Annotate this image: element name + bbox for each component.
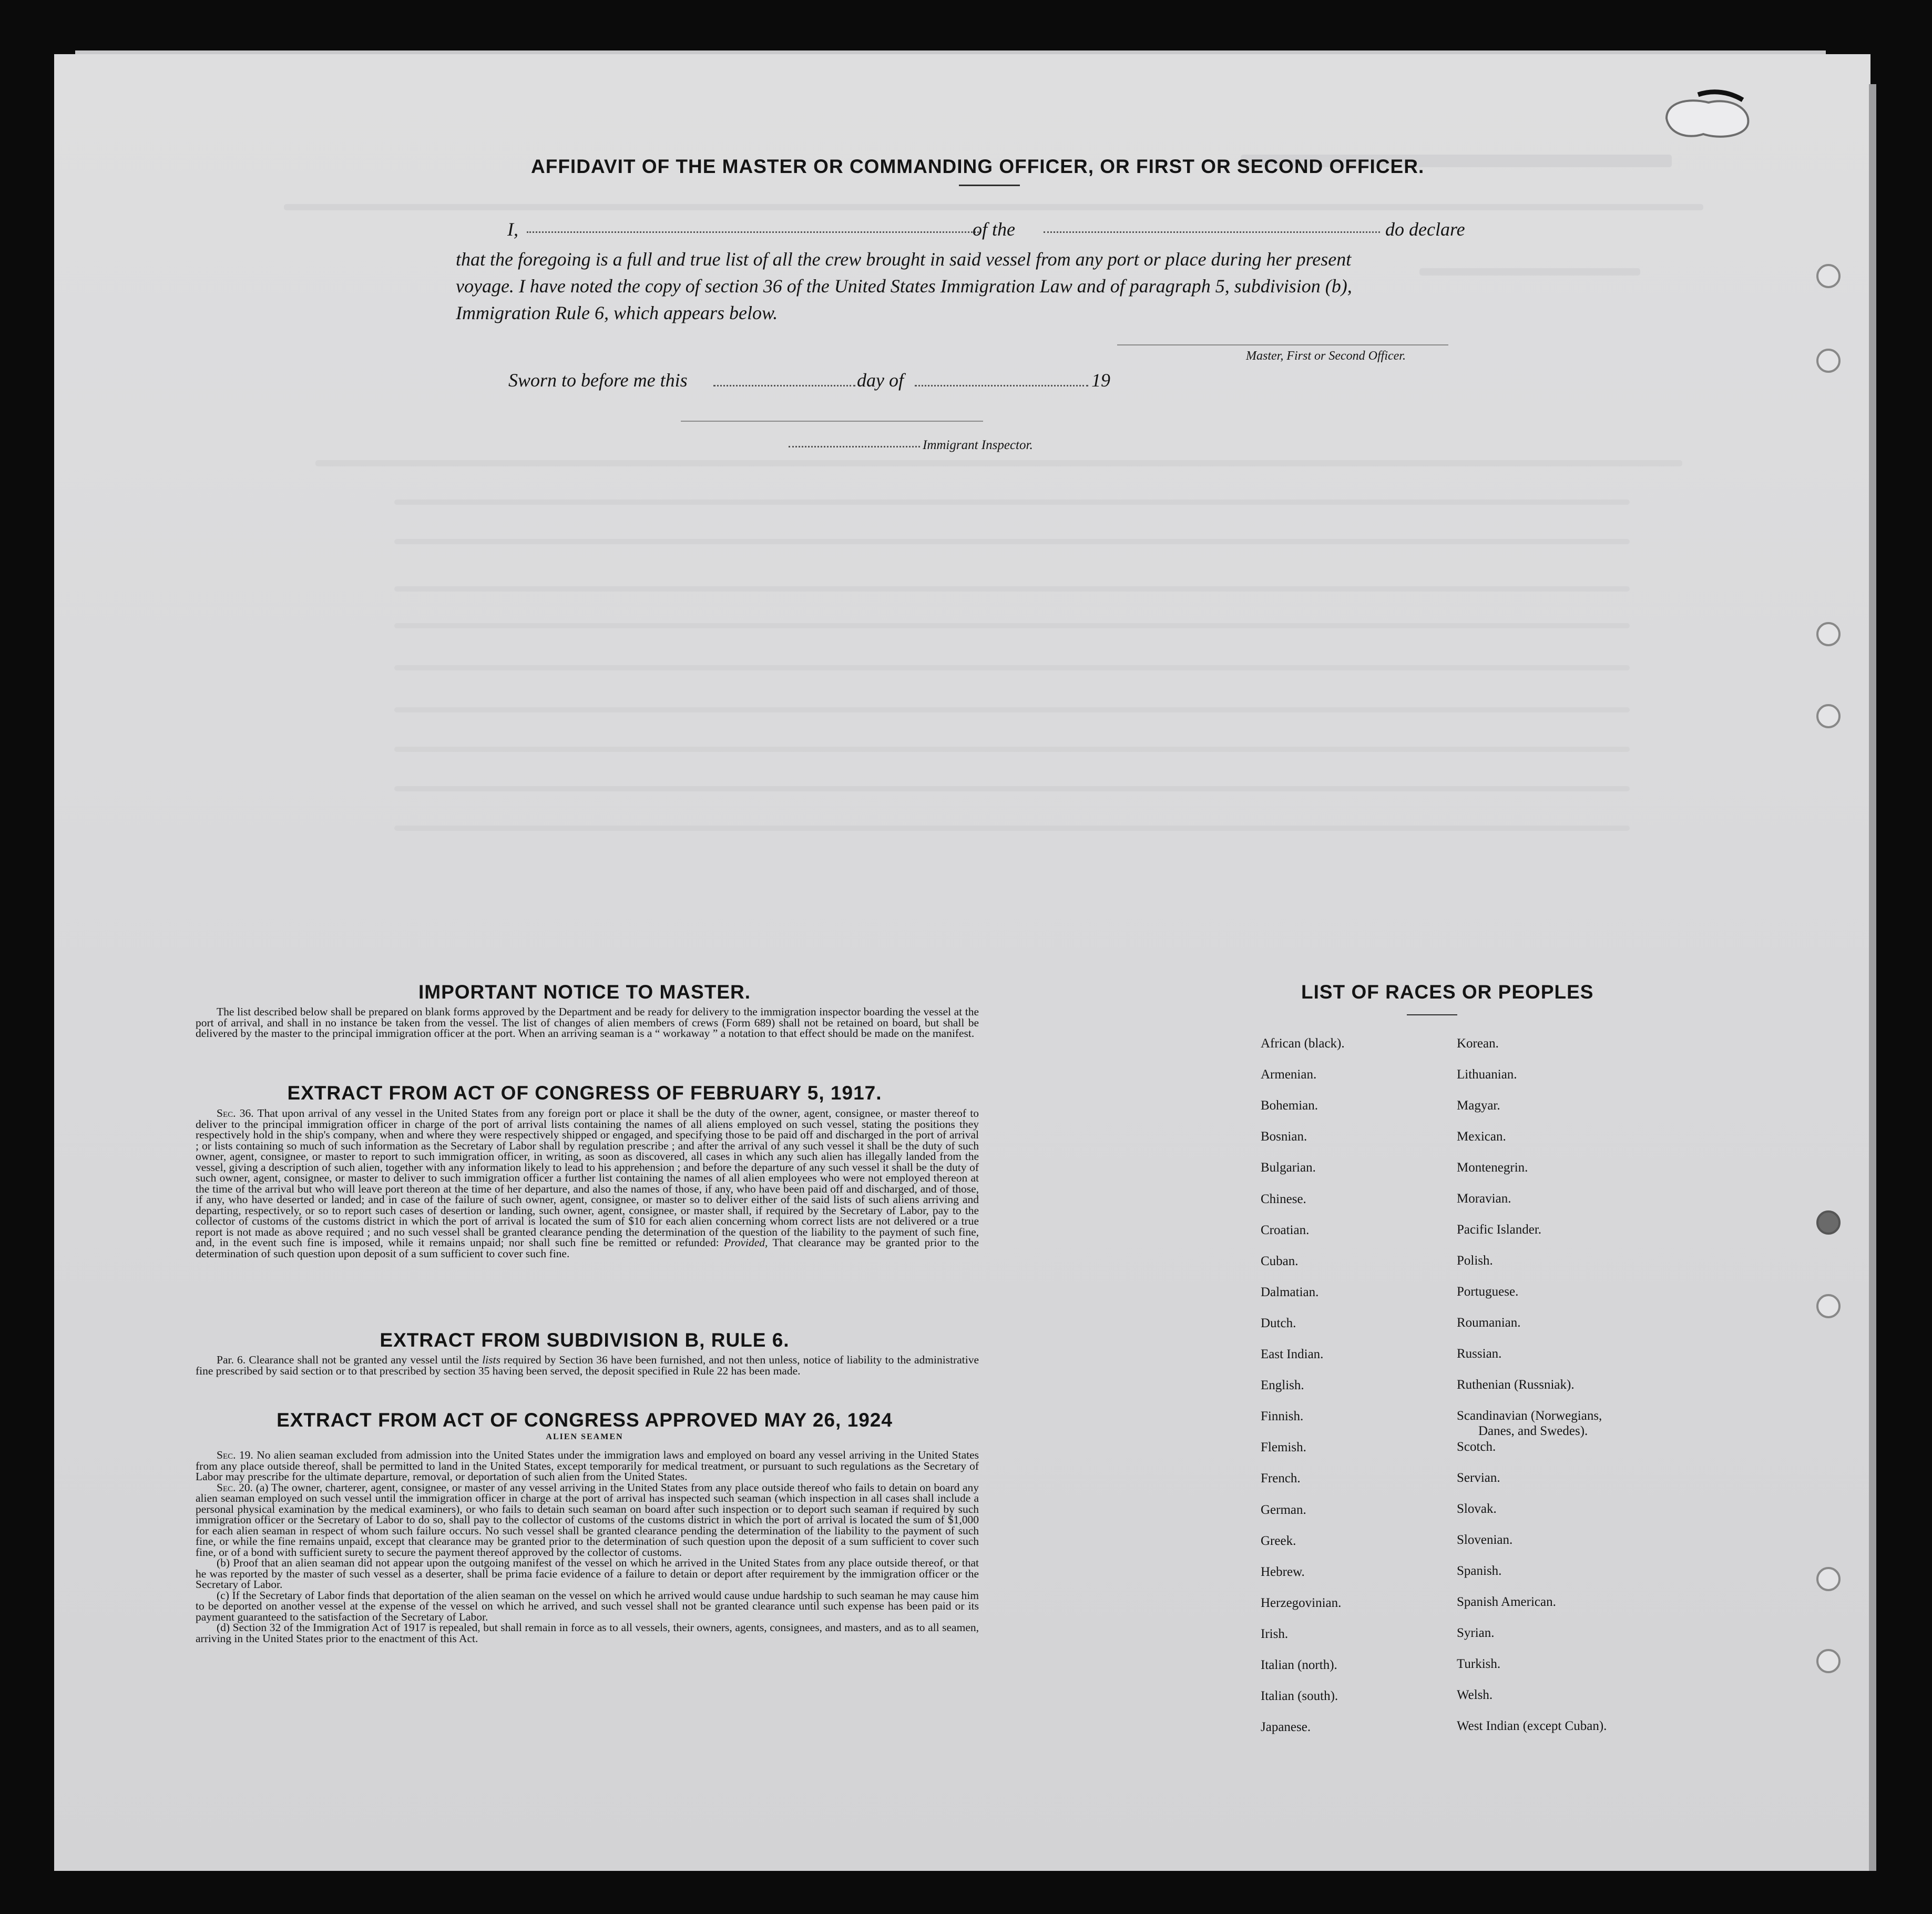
sworn-day-field[interactable] <box>713 385 855 386</box>
bleed-through-mark <box>394 747 1630 752</box>
race-item: Greek. <box>1261 1533 1296 1548</box>
race-item: Cuban. <box>1261 1254 1299 1268</box>
race-item: East Indian. <box>1261 1347 1324 1361</box>
races-title: LIST OF RACES OR PEOPLES <box>1301 981 1594 1003</box>
race-item: Welsh. <box>1457 1688 1493 1702</box>
race-item: Slovak. <box>1457 1502 1497 1516</box>
race-item: German. <box>1261 1502 1306 1517</box>
bleed-through-mark <box>394 539 1630 544</box>
bleed-through-mark <box>394 623 1630 628</box>
section-label: Sec. 36. <box>217 1107 254 1119</box>
punch-hole <box>1816 1649 1841 1673</box>
race-item: Italian (north). <box>1261 1658 1337 1672</box>
race-item: Herzegovinian. <box>1261 1595 1342 1610</box>
race-item: Slovenian. <box>1457 1533 1513 1547</box>
bleed-through-mark <box>394 786 1630 791</box>
sec20a-paragraph <box>196 1482 979 1558</box>
extract-1917-text <box>196 1108 979 1259</box>
sworn-month-field[interactable] <box>915 385 1088 386</box>
year-label: 19 <box>1091 370 1110 391</box>
race-item: Mexican. <box>1457 1129 1506 1144</box>
lists-word: lists <box>482 1353 500 1366</box>
extract-1924-title: EXTRACT FROM ACT OF CONGRESS APPROVED MAY 26, 1924 <box>277 1409 893 1431</box>
punch-hole <box>1816 1210 1841 1235</box>
notice-title: IMPORTANT NOTICE TO MASTER. <box>418 981 751 1003</box>
sec20b-paragraph: (b) Proof that an alien seaman did not appear upon the outgoing manifest of the vessel on which he arrived in the United States from any place outside thereof, or that he was reported by the master of such vessel as a deserter, shall be prima facie evidence of a failure to detain or deport after requirement by the immigration officer or the Secretary of Labor. <box>196 1556 979 1591</box>
bleed-through-mark <box>394 665 1630 670</box>
race-item: Korean. <box>1457 1036 1499 1051</box>
sec20-label: Sec. 20. <box>217 1481 253 1494</box>
title-underline <box>959 185 1020 186</box>
bleed-through-mark <box>394 707 1630 712</box>
affidavit-line-2: voyage. I have noted the copy of section 36 of the United States Immigration Law and of paragraph 5, subdivision (b), <box>456 276 1352 297</box>
race-item: Russian. <box>1457 1347 1502 1361</box>
race-item: Hebrew. <box>1261 1564 1305 1579</box>
race-item: French. <box>1261 1471 1301 1486</box>
notice-text: The list described below shall be prepared on blank forms approved by the Department and be ready for delivery to the immigration inspector boarding the vessel at the port of arrival, and shall in no instance be taken from the vessel. The list of changes of alien members of crews (Form 689) shall not be retained on board, but shall be delivered by the master to the principal immigration officer at the port. When an arriving seaman is a “ workaway ” a notation to that effect should be made on the manifest. <box>196 1005 979 1040</box>
alien-seamen-subtitle: ALIEN SEAMEN <box>546 1432 623 1441</box>
bleed-through-mark <box>394 826 1630 831</box>
race-item: Polish. <box>1457 1254 1493 1268</box>
affidavit-line-1: that the foregoing is a full and true list of all the crew brought in said vessel from any port or place during her present <box>456 249 1352 270</box>
race-item: Scandinavian (Norwegians, <box>1457 1409 1602 1423</box>
punch-hole <box>1816 704 1841 728</box>
paragraph-label: Par. 6. <box>217 1353 246 1366</box>
race-item: Bosnian. <box>1261 1129 1307 1144</box>
inspector-name-field[interactable] <box>789 446 920 447</box>
race-item: Bohemian. <box>1261 1098 1318 1113</box>
affidavit-line-3: Immigration Rule 6, which appears below. <box>456 302 778 323</box>
race-item: Magyar. <box>1457 1098 1500 1113</box>
races-title-underline <box>1407 1014 1457 1015</box>
race-item: Finnish. <box>1261 1409 1304 1424</box>
race-item: English. <box>1261 1378 1304 1393</box>
race-item: Roumanian. <box>1457 1316 1521 1330</box>
provided-word: Provided, <box>724 1236 768 1249</box>
race-item: Portuguese. <box>1457 1285 1519 1299</box>
race-item: West Indian (except Cuban). <box>1457 1719 1607 1733</box>
paragraph-body: Clearance shall not be granted any vessel until the <box>249 1353 479 1366</box>
sec19-label: Sec. 19. <box>217 1449 253 1461</box>
race-item: Chinese. <box>1261 1192 1306 1206</box>
punch-hole <box>1816 1567 1841 1591</box>
race-item: Irish. <box>1261 1626 1289 1641</box>
section-body-end: That clearance may be granted prior to the determination of such question upon deposit of a sum sufficient to cover such fine. <box>196 1236 979 1260</box>
punch-hole <box>1816 264 1841 288</box>
race-item: Montenegrin. <box>1457 1160 1528 1175</box>
race-item: Turkish. <box>1457 1657 1501 1671</box>
race-item: Servian. <box>1457 1471 1500 1485</box>
race-item: Italian (south). <box>1261 1689 1338 1704</box>
officer-signature-field[interactable] <box>1117 344 1448 345</box>
bleed-through-mark <box>315 460 1682 466</box>
race-item: Armenian. <box>1261 1067 1317 1082</box>
race-item: Bulgarian. <box>1261 1160 1316 1175</box>
race-item: Croatian. <box>1261 1223 1310 1237</box>
bleed-through-mark <box>284 204 1703 210</box>
bleed-through-mark <box>394 500 1630 505</box>
sec19-text: No alien seaman excluded from admission into the United States under the immigration laws and employed on board any vessel arriving in the United States from any place outside thereof, shall be permitted to land in the United States, except temporarily for medical treatment, or pursuant to such regulations as the Secretary of Labor may prescribe for the ultimate departure, removal, or deportation of such alien from the United States. <box>196 1449 979 1483</box>
sec20c-paragraph: (c) If the Secretary of Labor finds that deportation of the alien seaman on the vessel on which he arrived would cause undue hardship to such seaman he may cause him to be deported on another vessel at the expense of the vessel on which he arrived, and such vessel shall not be granted clearance until such expense has been paid or its payment guaranteed to the satisfaction of the Secretary of Labor. <box>196 1589 979 1623</box>
race-item: Dutch. <box>1261 1316 1296 1330</box>
race-item: Flemish. <box>1261 1440 1306 1455</box>
punch-hole <box>1816 349 1841 373</box>
sheet-right-edge <box>1869 84 1876 1871</box>
declarant-label: I, <box>507 219 518 240</box>
bleed-through-mark <box>394 586 1630 592</box>
race-item: Dalmatian. <box>1261 1285 1319 1299</box>
race-item: Lithuanian. <box>1457 1067 1517 1082</box>
declarant-name-field[interactable] <box>527 231 979 233</box>
sec20d-paragraph: (d) Section 32 of the Immigration Act of 1917 is repealed, but shall remain in force as to all vessels, their owners, agents, consignees, and masters, and as to all seamen, arriving in the United States prior to the enactment of this Act. <box>196 1621 979 1645</box>
inspector-signature-field[interactable] <box>681 421 983 422</box>
officer-signature-label: Master, First or Second Officer. <box>1246 349 1406 363</box>
vessel-label: of the <box>973 219 1015 240</box>
punch-hole <box>1816 1294 1841 1318</box>
paragraph-body-end: required by Section 36 have been furnished, and not then unless, notice of liability to the administrative fine prescribed by said section or to that prescribed by section 35 having been served, the deposit specified in Rule 22 has been made. <box>196 1353 979 1377</box>
sec20a-text: (a) The owner, charterer, agent, consignee, or master of any vessel arriving in the United States from any place outside thereof who fails to detain on board any alien seaman employed on such vessel until the immigration officer in charge at the port of arrival has inspected such seaman (which inspection in all cases shall include a personal physical examination by the medical examiners), or who fails to detain such seaman on board after such inspection or to deport such seaman if required by such immigration officer or the Secretary of Labor to do so, shall pay to the collector of customs of the customs district in which the port of arrival is located the sum of $1,000 for each alien seaman in respect of whom such failure occurs. No such vessel shall be granted clearance pending the determination of the liability to the payment of such fine, or while the fine remains unpaid, except that clearance may be granted prior to the determination of such question upon the deposit of a sum sufficient to cover such fine, or of a bond with sufficient surety to secure the payment thereof approved by the collector of customs. <box>196 1481 979 1559</box>
race-item: Danes, and Swedes). <box>1478 1424 1588 1438</box>
race-item: Syrian. <box>1457 1626 1495 1640</box>
race-item: Pacific Islander. <box>1457 1223 1542 1237</box>
race-item: Spanish American. <box>1457 1595 1556 1609</box>
extract-1917-title: EXTRACT FROM ACT OF CONGRESS OF FEBRUARY 5, 1917. <box>287 1082 882 1104</box>
punch-hole <box>1816 622 1841 646</box>
day-of-label: day of <box>857 370 904 391</box>
affidavit-title: AFFIDAVIT OF THE MASTER OR COMMANDING OFFICER, OR FIRST OR SECOND OFFICER. <box>531 156 1425 177</box>
extract-rule6-text <box>196 1355 979 1376</box>
race-item: Scotch. <box>1457 1440 1496 1454</box>
race-item: Ruthenian (Russniak). <box>1457 1378 1575 1392</box>
sec19-paragraph <box>196 1450 979 1482</box>
torn-paper-mark <box>1656 87 1766 150</box>
race-item: Spanish. <box>1457 1564 1502 1578</box>
vessel-name-field[interactable] <box>1044 231 1380 233</box>
race-item: Japanese. <box>1261 1720 1311 1735</box>
extract-rule6-title: EXTRACT FROM SUBDIVISION B, RULE 6. <box>380 1329 790 1351</box>
declare-label: do declare <box>1385 219 1465 240</box>
sworn-label: Sworn to before me this <box>508 370 688 391</box>
inspector-label: Immigrant Inspector. <box>923 438 1033 452</box>
section-body: That upon arrival of any vessel in the United States from any foreign port or place it shall be the duty of the owner, agent, consignee, or master thereof to deliver to the principal immigration officer in charge of the port of arrival lists containing the names of all aliens employed on such vessel, stating the positions they respectively hold in the ship's company, when and where they were respectively shipped or engaged, and specifying those to be paid off and discharged in the port of arrival ; or lists containing so much of such information as the Secretary of Labor shall by regulation prescribe ; and after the arrival of any such vessel it shall be the duty of such owner, agent, consignee, or master to report to such immigration officer, in writing, as soon as discovered, all cases in which any such alien has illegally landed from the vessel, giving a description of such alien, together with any information likely to lead to his apprehension ; and before the departure of any such vessel it shall be the duty of such owner, agent, consignee, or master to deliver to such immigration officer a further list containing the names of all alien employees who were not employed thereon at the time of the arrival but who will leave port thereon at the time of her departure, and also the names of those, if any, who have been paid off and discharged, and of those, if any, who have deserted or landed; and in case of the failure of such owner, agent, consignee, or master so to deliver either of the said lists of such aliens arriving and departing, respectively, or so to report such cases of desertion or landing, such owner, agent, consignee, or master shall, if required by the Secretary of Labor, pay to the collector of customs of the customs district in which the port of arrival is located the sum of $10 for each alien concerning whom correct lists are not delivered or a true report is not made as above required ; and no such vessel shall be granted clearance pending the determination of the question of the liability to the payment of such fine, and, in the event such fine is imposed, while it remains unpaid; nor shall such fine be remitted or refunded: <box>196 1107 979 1249</box>
race-item: Moravian. <box>1457 1192 1511 1206</box>
race-item: African (black). <box>1261 1036 1345 1051</box>
